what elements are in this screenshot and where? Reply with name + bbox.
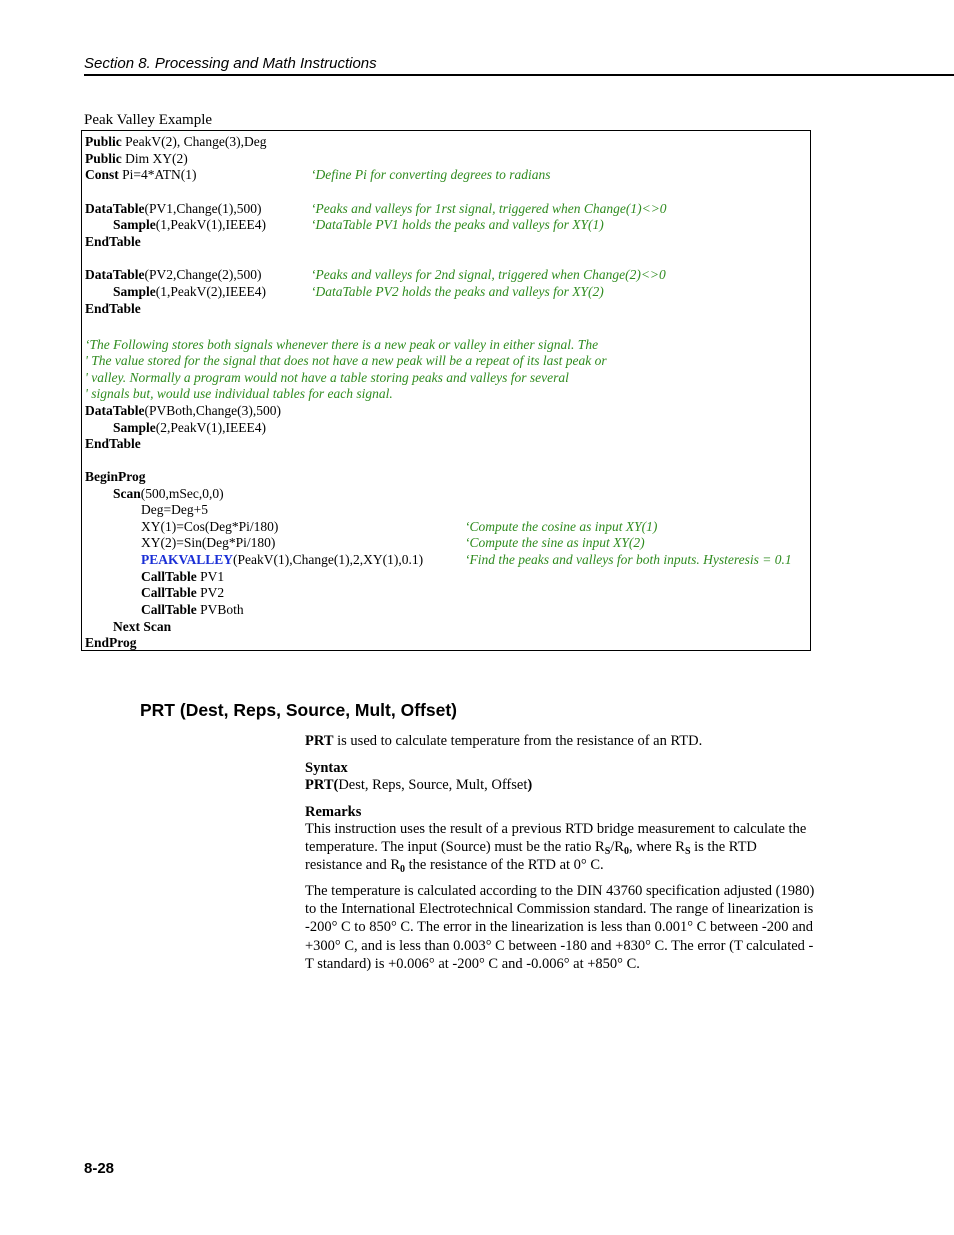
remarks-label: Remarks xyxy=(305,804,362,820)
page-number: 8-28 xyxy=(84,1160,115,1177)
peakvalley-keyword: PEAKVALLEY xyxy=(141,552,234,567)
code-line: EndProg xyxy=(85,635,137,650)
code-line: CallTable PV1 xyxy=(141,569,225,584)
remarks-paragraph-1: This instruction uses the result of a previous RTD bridge measurement to calculate the temperature. The input (Source) must be the ratio $R_S/R_0$, where $R_S$ is the RTD resistance and $R_0$ the resistance of the RTD at 0° C. xyxy=(305,821,807,876)
code-line: DataTable(PVBoth,Change(3),500) xyxy=(85,403,281,418)
code-line: Public Dim XY(2) xyxy=(85,151,188,166)
example-title: Peak Valley Example xyxy=(84,112,213,128)
code-line: EndTable xyxy=(85,436,141,451)
code-comment: ‘Peaks and valleys for 1rst signal, triggered when Change(1)<>0 xyxy=(311,201,667,216)
code-comment: ‘Find the peaks and valleys for both inputs. Hysteresis = 0.1 xyxy=(465,552,792,567)
code-comment: ‘DataTable PV2 holds the peaks and valleys for XY(2) xyxy=(311,284,604,299)
code-comment: ‘Compute the cosine as input XY(1) xyxy=(465,519,658,534)
code-line: Scan(500,mSec,0,0) xyxy=(113,486,224,501)
code-line: Sample(1,PeakV(2),IEEE4) xyxy=(113,284,266,299)
syntax-label: Syntax xyxy=(305,760,348,776)
remarks-paragraph-2: The temperature is calculated according to the DIN 43760 specification adjusted (1980) to the International Electrotechnical Commission standard. The range of linearization is -200° C to 850° C. The error in the linearization is less than 0.001° C between -200 and +300° C, and is less than 0.003° C between -180 and +830° C. The error (T calculated - T standard) is +0.006° at -200° C and -0.006° at +850° C. xyxy=(305,883,815,972)
code-line: EndTable xyxy=(85,301,141,316)
section-header: Section 8. Processing and Math Instructions xyxy=(84,55,377,72)
code-line: Sample(2,PeakV(1),IEEE4) xyxy=(113,420,266,435)
code-line: BeginProg xyxy=(85,469,146,484)
code-comment: ‘DataTable PV1 holds the peaks and valleys for XY(1) xyxy=(311,217,604,232)
code-line: EndTable xyxy=(85,234,141,249)
code-listing xyxy=(81,130,811,651)
code-line: PEAKVALLEY(PeakV(1),Change(1),2,XY(1),0.1) xyxy=(141,552,424,567)
prt-intro: PRT is used to calculate temperature from the resistance of an RTD. xyxy=(305,733,703,749)
code-line: Sample(1,PeakV(1),IEEE4) xyxy=(113,217,266,232)
syntax-line: PRT(Dest, Reps, Source, Mult, Offset) xyxy=(305,777,533,793)
code-comment: ‘The Following stores both signals whenever there is a new peak or valley in either signal. The xyxy=(85,337,599,352)
code-line: Deg=Deg+5 xyxy=(141,502,208,517)
code-line: Next Scan xyxy=(113,619,172,634)
code-comment: ‘Define Pi for converting degrees to radians xyxy=(311,167,551,182)
code-line: XY(2)=Sin(Deg*Pi/180) xyxy=(141,535,276,550)
code-comment: ' The value stored for the signal that does not have a new peak will be a repeat of its last peak or xyxy=(85,353,607,368)
code-comment: ‘Peaks and valleys for 2nd signal, triggered when Change(2)<>0 xyxy=(311,267,666,282)
code-comment: ‘Compute the sine as input XY(2) xyxy=(465,535,645,550)
code-line: CallTable PV2 xyxy=(141,585,225,600)
header-rule xyxy=(84,74,954,76)
code-line: Const Pi=4*ATN(1) xyxy=(85,167,197,182)
code-line: DataTable(PV1,Change(1),500) xyxy=(85,201,262,216)
prt-section-title: PRT (Dest, Reps, Source, Mult, Offset) xyxy=(140,700,457,720)
code-line: DataTable(PV2,Change(2),500) xyxy=(85,267,262,282)
code-line: Public PeakV(2), Change(3),Deg xyxy=(85,134,267,149)
code-comment: ' valley. Normally a program would not have a table storing peaks and valleys for several xyxy=(85,370,569,385)
code-line: CallTable PVBoth xyxy=(141,602,244,617)
code-line: XY(1)=Cos(Deg*Pi/180) xyxy=(141,519,279,534)
code-comment: ' signals but, would use individual tables for each signal. xyxy=(85,386,393,401)
